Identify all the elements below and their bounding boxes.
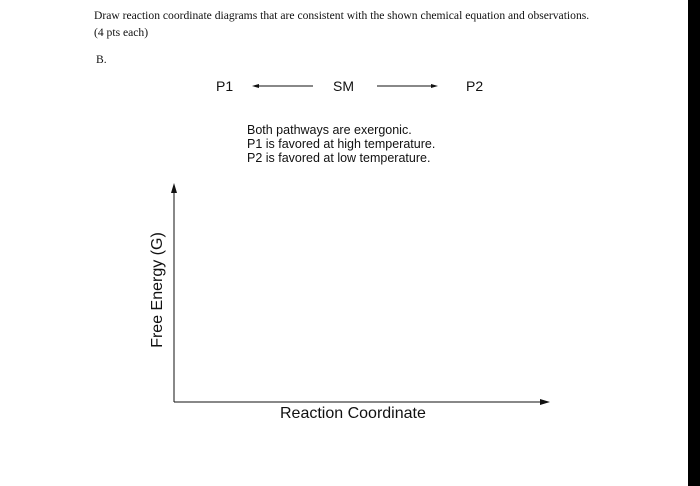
observation-1: Both pathways are exergonic.	[247, 123, 412, 137]
arrow-to-p2-head	[431, 84, 438, 88]
y-axis-arrowhead	[171, 183, 177, 193]
starting-material-label: SM	[333, 78, 354, 94]
observation-3: P2 is favored at low temperature.	[247, 151, 431, 165]
observation-2: P1 is favored at high temperature.	[247, 137, 436, 151]
product-p2-label: P2	[466, 78, 484, 94]
question-points: (4 pts each)	[94, 26, 149, 39]
product-p1-label: P1	[216, 78, 234, 94]
part-label: B.	[96, 53, 107, 66]
x-axis-label: Reaction Coordinate	[280, 405, 426, 422]
arrow-to-p1-head	[252, 84, 259, 88]
x-axis-arrowhead	[540, 399, 550, 405]
y-axis-label: Free Energy (G)	[149, 232, 166, 348]
question-instruction: Draw reaction coordinate diagrams that are consistent with the shown chemical equation and observations.	[94, 9, 590, 22]
